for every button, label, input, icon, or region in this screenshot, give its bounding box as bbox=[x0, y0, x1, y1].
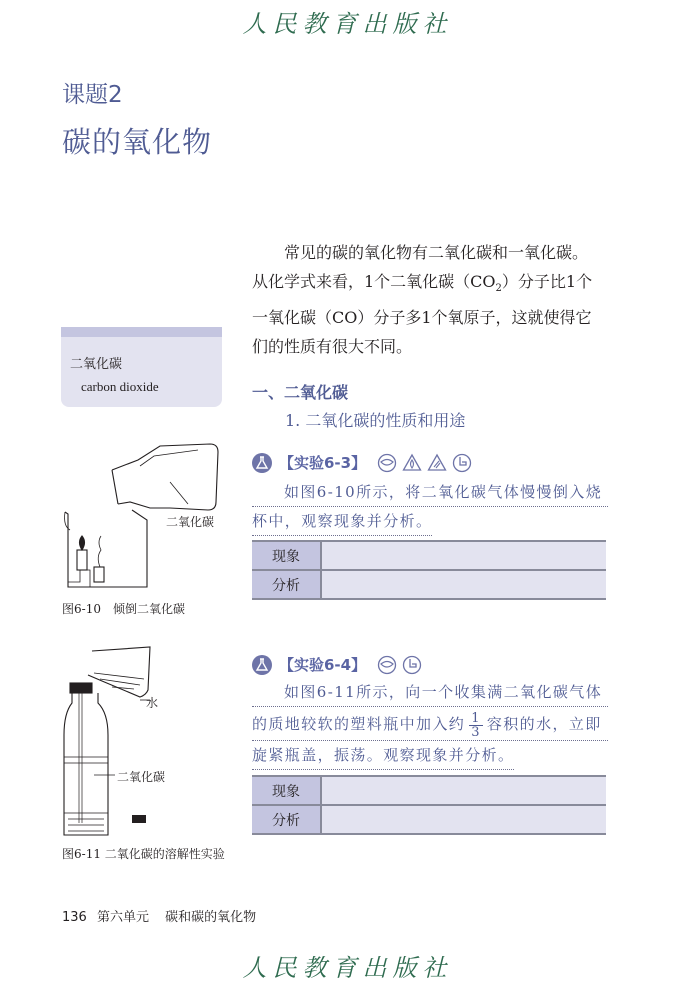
experiment-line bbox=[252, 678, 608, 707]
intro-paragraph bbox=[252, 238, 608, 361]
figure-label: 二氧化碳 bbox=[166, 515, 215, 529]
intro-line: ）分子比1个 bbox=[501, 272, 593, 291]
table-row bbox=[252, 541, 606, 570]
intro-line: 们的性质有很大不同。 bbox=[252, 337, 413, 357]
experiment-6-3-text bbox=[252, 478, 608, 536]
experiment-line: 旋紧瓶盖，振荡。观察现象并分析。 bbox=[252, 741, 514, 770]
observation-field[interactable] bbox=[321, 776, 606, 805]
page-footer bbox=[62, 906, 256, 925]
glossary-term-zh: 二氧化碳 bbox=[70, 357, 123, 372]
hand-wash-icon bbox=[402, 655, 422, 675]
unit-title: 碳和碳的氧化物 bbox=[165, 910, 257, 925]
analysis-field[interactable] bbox=[321, 570, 606, 599]
experiment-line bbox=[252, 707, 608, 741]
unit-label: 第六单元 bbox=[96, 910, 149, 925]
row-label: 分析 bbox=[252, 570, 321, 599]
experiment-title: 【实验6-3】 bbox=[279, 454, 367, 472]
figure-6-10-caption: 图6-10 倾倒二氧化碳 bbox=[62, 602, 185, 616]
experiment-6-4-header bbox=[252, 654, 422, 675]
observation-field[interactable] bbox=[321, 541, 606, 570]
line-text: 如图6-10所示，将二氧化碳气体慢慢倒入烧 bbox=[284, 483, 603, 501]
line-text: 容积的水，立即 bbox=[486, 715, 602, 733]
goggles-icon bbox=[377, 655, 397, 675]
figure-6-11-illustration bbox=[60, 645, 170, 840]
row-label: 现象 bbox=[252, 541, 321, 570]
goggles-icon bbox=[377, 453, 397, 473]
fraction bbox=[469, 712, 483, 739]
table-row bbox=[252, 805, 606, 834]
experiment-6-4-text bbox=[252, 678, 608, 770]
intro-line: 从化学式来看，1个二氧化碳（CO bbox=[252, 272, 496, 291]
flask-icon bbox=[252, 453, 272, 473]
flame-warning-icon bbox=[402, 453, 422, 473]
barcode-icon bbox=[132, 815, 146, 823]
lesson-label: 课题2 bbox=[62, 82, 123, 108]
flask-icon bbox=[252, 655, 272, 675]
experiment-6-4-table bbox=[252, 775, 606, 835]
figure-label: 二氧化碳 bbox=[117, 770, 166, 784]
experiment-line bbox=[252, 478, 608, 507]
line-text: 如图6-11所示，向一个收集满二氧化碳气体 bbox=[284, 683, 603, 701]
row-label: 现象 bbox=[252, 776, 321, 805]
page-number: 136 bbox=[62, 910, 87, 925]
intro-line: 常见的碳的氧化物有二氧化碳和一氧化碳。 bbox=[284, 243, 589, 262]
glossary-box bbox=[61, 327, 222, 407]
heat-warning-icon bbox=[427, 453, 447, 473]
fraction-denominator: 3 bbox=[471, 724, 481, 740]
analysis-field[interactable] bbox=[321, 805, 606, 834]
hand-wash-icon bbox=[452, 453, 472, 473]
figure-6-11-caption: 图6-11 二氧化碳的溶解性实验 bbox=[62, 847, 225, 861]
publisher-logo-bottom: 人民教育出版社 bbox=[242, 954, 453, 982]
figure-label: 水 bbox=[146, 696, 159, 710]
line-text: 的质地较软的塑料瓶中加入约 bbox=[252, 715, 466, 733]
fraction-numerator: 1 bbox=[471, 710, 481, 726]
intro-line: 一氧化碳（CO）分子多1个氧原子，这就使得它 bbox=[252, 308, 592, 328]
table-row bbox=[252, 776, 606, 805]
row-label: 分析 bbox=[252, 805, 321, 834]
publisher-logo-top: 人民教育出版社 bbox=[242, 10, 453, 38]
experiment-6-3-header bbox=[252, 452, 472, 473]
section-heading: 一、二氧化碳 bbox=[252, 383, 349, 402]
glossary-term-en: carbon dioxide bbox=[81, 379, 159, 394]
table-row bbox=[252, 570, 606, 599]
subsection-heading: 1. 二氧化碳的性质和用途 bbox=[285, 411, 466, 430]
experiment-6-3-table bbox=[252, 540, 606, 600]
experiment-line: 杯中，观察现象并分析。 bbox=[252, 507, 432, 536]
experiment-title: 【实验6-4】 bbox=[279, 656, 367, 674]
lesson-title: 碳的氧化物 bbox=[62, 125, 213, 159]
subscript: 2 bbox=[495, 283, 502, 295]
